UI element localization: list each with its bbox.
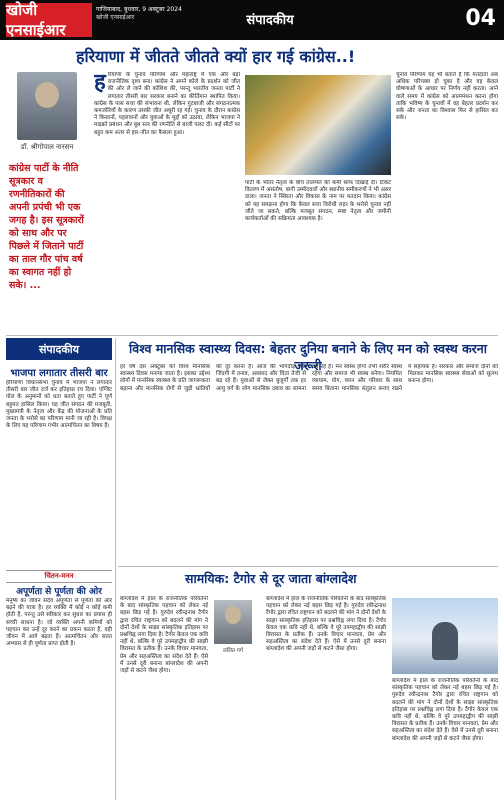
author-name: डॉ. श्रीगोपाल नारसन — [20, 143, 74, 151]
rally-photo — [245, 75, 391, 175]
article1-column-2: पार्टी के भीतर नेतृत्व के बीच तालमेल की कमी साफ दिखाई दी। टिकट वितरण में असंतोष, बागी उम्मीदवारों और स्थानीय समीकरणों ने भी असर डाला। जनता ने स्थिरता और विकास के नाम पर मतदान किया। कांग्रेस को यह समझना होगा कि केवल सत्ता विरोधी लहर के भरोसे चुनाव नहीं जीते जा सकते, बल्कि मजबूत संगठन, स्पष्ट नेतृत्व और जमीनी कार्यकर्ताओं की सक्रियता आवश्यक है। — [245, 180, 391, 223]
article3-column-1: बांग्लादेश में हाल के राजनीतिक परिवर्तनों के बाद सांस्कृतिक पहचान को लेकर नई बहस छिड़ गई है। गुरुदेव रवीन्द्रनाथ टैगोर द्वारा रचित राष्ट्रगान को बदलने की मांग ने दोनों देशों के साझा सांस्कृतिक इतिहास पर प्रश्नचिह्न लगा दिया है। टैगोर केवल एक कवि नहीं थे, बल्कि वे पूरे उपमहाद्वीप की साझी विरासत के प्रतीक हैं। उनके विचार मानवता, प्रेम और सहअस्तित्व का संदेश देते हैं। ऐसे में उनसे दूरी बनाना बांग्लादेश की अपनी जड़ों से कटने जैसा होगा। — [120, 596, 208, 675]
divider — [118, 566, 498, 567]
pull-quote: कांग्रेस पार्टी के नीति सूत्रकार व रणनीतिकारों की अपनी प्रपंची भी एक जगह है। इस सूत्रकारों को साथ और पर पिछले में जिताने पार्टी का ताल गौर पांच वर्ष का स्वागत नहीं हो सके। ... — [9, 163, 84, 291]
meditation-photo — [392, 598, 498, 674]
editorial-label: संपादकीय — [6, 338, 112, 360]
date-text: गाजियाबाद, बुधवार, 9 अक्टूबर 2024 — [96, 6, 182, 13]
article1-column-3: चुनाव परिणाम यह भी बताते हैं कि मतदाता अब अधिक परिपक्व हो चुका है और वह केवल घोषणाओं के आधार पर निर्णय नहीं करता। आने वाले समय में कांग्रेस को आत्ममंथन करना होगा ताकि भविष्य के चुनावों में वह बेहतर प्रदर्शन कर सके और जनता का विश्वास फिर से हासिल कर सके। — [396, 72, 498, 122]
brand-logo: खोजी एनसाईआर — [6, 3, 92, 37]
editorial-subhead: भाजपा लगातार तीसरी बार — [10, 368, 108, 379]
divider — [6, 335, 498, 336]
article1-headline: हरियाणा में जीतते जीतते क्यों हार गई कांग्रेस..! — [76, 47, 356, 66]
dropcap: ह — [94, 72, 106, 95]
masthead — [0, 0, 504, 40]
editorial-body: हरियाणा विधानसभा चुनाव में भाजपा ने लगातार तीसरी बार जीत दर्ज कर इतिहास रच दिया। एग्जिट पोल के अनुमानों को धता बताते हुए पार्टी ने पूर्ण बहुमत हासिल किया। यह जीत संगठन की मजबूती, मुख्यमंत्री के नेतृत्व और केंद्र की योजनाओं के प्रति जनता के भरोसे का परिणाम मानी जा रही है। विपक्ष के लिए यह परिणाम गंभीर आत्मचिंतन का विषय है। — [6, 380, 112, 430]
divider — [115, 338, 116, 800]
article3-column-2: बांग्लादेश में हाल के राजनीतिक परिवर्तनों के बाद सांस्कृतिक पहचान को लेकर नई बहस छिड़ गई है। गुरुदेव रवीन्द्रनाथ टैगोर द्वारा रचित राष्ट्रगान को बदलने की मांग ने दोनों देशों के साझा सांस्कृतिक इतिहास पर प्रश्नचिह्न लगा दिया है। टैगोर केवल एक कवि नहीं थे, बल्कि वे पूरे उपमहाद्वीप की साझी विरासत के प्रतीक हैं। उनके विचार मानवता, प्रेम और सहअस्तित्व का संदेश देते हैं। ऐसे में उनसे दूरी बनाना बांग्लादेश की अपनी जड़ों से कटने जैसा होगा। — [266, 596, 386, 653]
author-column — [6, 70, 88, 330]
author2-name: ललित गर्ग — [223, 648, 243, 654]
chintan-label: चिंतन-मनन — [6, 570, 112, 583]
article3-column-3: बांग्लादेश में हाल के राजनीतिक परिवर्तनों के बाद सांस्कृतिक पहचान को लेकर नई बहस छिड़ गई है। गुरुदेव रवीन्द्रनाथ टैगोर द्वारा रचित राष्ट्रगान को बदलने की मांग ने दोनों देशों के साझा सांस्कृतिक इतिहास पर प्रश्नचिह्न लगा दिया है। टैगोर केवल एक कवि नहीं थे, बल्कि वे पूरे उपमहाद्वीप की साझी विरासत के प्रतीक हैं। उनके विचार मानवता, प्रेम और सहअस्तित्व का संदेश देते हैं। ऐसे में उनसे दूरी बनाना बांग्लादेश की अपनी जड़ों से कटने जैसा होगा। — [392, 678, 498, 742]
article2-headline: विश्व मानसिक स्वास्थ्य दिवस: बेहतर दुनिया बनाने के लिए मन को स्वस्थ करना जरूरी — [129, 341, 487, 373]
date-subtext: खोजी एनसाईआर — [96, 14, 135, 21]
chintan-body: मनुष्य का जीवन सदैव अपूर्णता से पूर्णता की ओर बढ़ने की यात्रा है। हर व्यक्ति में कोई न कोई कमी होती है, परन्तु उसे स्वीकार कर सुधार का प्रयास ही सच्ची साधना है। जो व्यक्ति अपनी कमियों को पहचान कर उन्हें दूर करने का प्रयत्न करता है, वही जीवन में आगे बढ़ता है। आत्मचिंतन और सतत अभ्यास से ही पूर्णता प्राप्त होती है। — [6, 598, 112, 648]
article1-body-1: रियाणा के चुनाव परिणाम और महाराष्ट्र में एक और बड़ा राजनीतिक दृश्य बना। कांग्रेस ने अपने कोले के प्रदर्शन को जीत की ओर ले जाने की कोशिश की, परन्तु भारतीय जनता पार्टी ने लगातार तीसरी बार सरकार बनाने का कीर्तिमान स्थापित किया। कांग्रेस के पास सत्ता की संभावना थी, लेकिन गुटबाजी और संगठनात्मक कमजोरियों के कारण उसकी जीत अधूरी रह गई। चुनाव के दौरान कांग्रेस ने किसानों, पहलवानों और युवाओं के मुद्दों को उठाया, लेकिन भाजपा ने माइक्रो प्रबंधन और बूथ स्तर की रणनीति से बाजी पलट दी। कई सीटों पर बहुत कम अंतर से हार-जीत का फैसला हुआ। — [94, 72, 240, 136]
page-number: 04 — [465, 6, 496, 31]
author-photo — [17, 72, 77, 140]
article3-headline: सामयिक: टैगोर से दूर जाता बांग्लादेश — [185, 571, 357, 586]
section-title: संपादकीय — [246, 13, 294, 28]
author2-photo — [214, 600, 252, 644]
article2-body: हर वर्ष दस अक्टूबर को विश्व मानसिक स्वास्थ्य दिवस मनाया जाता है। इसका उद्देश्य लोगों में मानसिक स्वास्थ्य के प्रति जागरूकता बढ़ाना और मानसिक रोगों से जुड़ी भ्रांतियों को दूर करना है। आज की भागदौड़ भरी जिंदगी में तनाव, अवसाद और चिंता तेजी से बढ़ रहे हैं। युवाओं से लेकर बुजुर्गों तक हर आयु वर्ग के लोग मानसिक दबाव का सामना कर रहे हैं। मन स्वस्थ होगा तभी शरीर स्वस्थ रहेगा और समाज भी स्वस्थ बनेगा। नियमित व्यायाम, योग, ध्यान और परिवार के साथ समय बिताना मानसिक संतुलन बनाए रखने में सहायक है। सरकार और समाज दोनों को मिलकर मानसिक स्वास्थ्य सेवाओं को सुलभ बनाना होगा। — [120, 364, 498, 392]
chintan-title: अपूर्णता से पूर्णता की ओर — [16, 587, 102, 597]
article1-column-1 — [94, 72, 240, 334]
